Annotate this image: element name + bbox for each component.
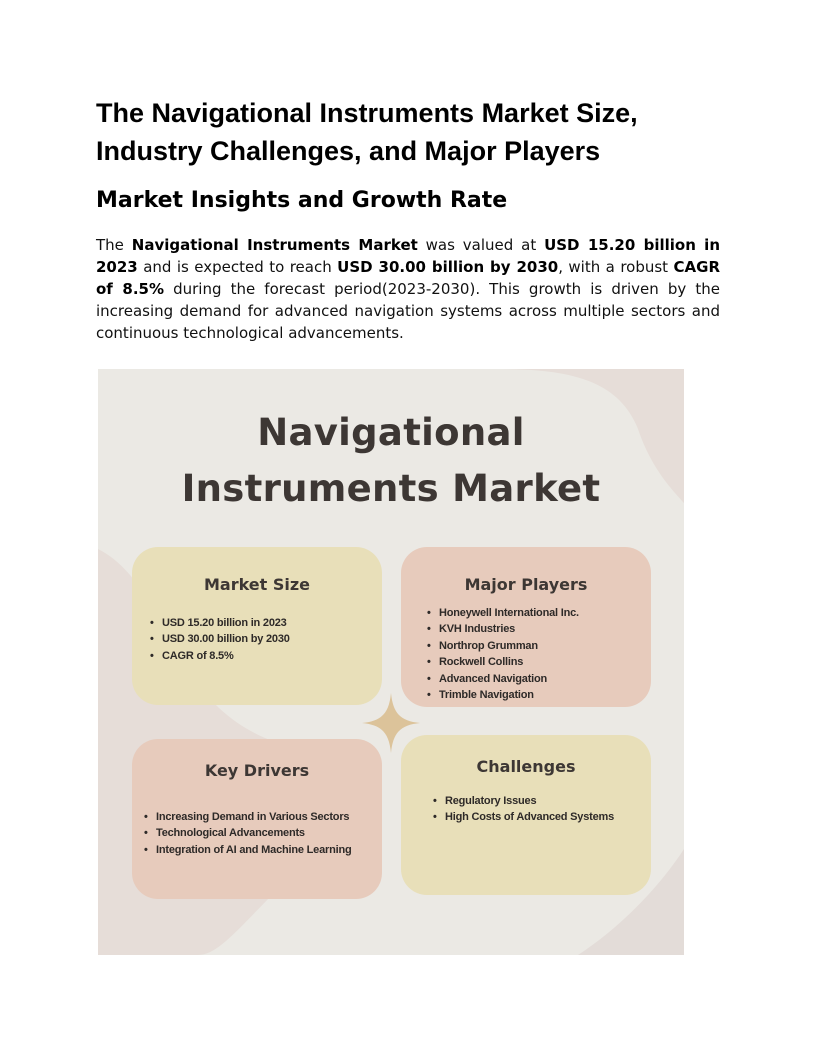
paragraph-emphasis: Navigational Instruments Market [131,236,418,254]
section-heading: Market Insights and Growth Rate [96,188,508,213]
list-item: • Honeywell International Inc. [427,605,579,621]
paragraph-text: , with a robust [558,258,674,276]
major-players-list [427,605,579,703]
paragraph-text: The [96,236,132,254]
paragraph-text: during the forecast period(2023-2030). This growth is driven by the increasing demand for advanced navigation systems across multiple sectors and continuous technological advancements. [96,280,720,342]
list-item: • Rockwell Collins [427,654,579,670]
market-size-title: Market Size [203,575,311,594]
list-item: • Increasing Demand in Various Sectors [144,809,352,825]
challenges-card [401,735,651,895]
major-players-card [401,547,651,707]
list-item: • Advanced Navigation [427,671,579,687]
list-item: • USD 15.20 billion in 2023 [150,615,290,631]
major-players-title: Major Players [464,575,588,594]
paragraph-text: and is expected to reach [137,258,338,276]
list-item: • Regulatory Issues [433,793,614,809]
list-item: • Trimble Navigation [427,687,579,703]
market-infographic [98,369,684,955]
key-drivers-title: Key Drivers [204,761,310,780]
infographic-title-line1: Navigational [257,411,525,454]
infographic-title [98,405,684,517]
list-item: • Northrop Grumman [427,638,579,654]
intro-paragraph [96,234,720,344]
list-item: • USD 30.00 billion by 2030 [150,631,290,647]
market-size-card [132,547,382,705]
market-size-list [150,615,290,664]
key-drivers-list [144,809,352,858]
list-item: • CAGR of 8.5% [150,648,290,664]
infographic-title-line2: Instruments Market [181,467,601,510]
key-drivers-card [132,739,382,899]
list-item: • Technological Advancements [144,825,352,841]
paragraph-emphasis: USD 15.20 billion in 2023 [96,236,721,276]
challenges-list [433,793,614,826]
list-item: • KVH Industries [427,621,579,637]
page-title: The Navigational Instruments Market Size, Industry Challenges, and Major Players [96,98,638,166]
list-item: • Integration of AI and Machine Learning [144,842,352,858]
list-item: • High Costs of Advanced Systems [433,809,614,825]
paragraph-emphasis: USD 30.00 billion by 2030 [337,258,559,276]
paragraph-emphasis: CAGR of 8.5% [96,258,720,298]
paragraph-text: was valued at [417,236,545,254]
challenges-title: Challenges [476,757,576,776]
